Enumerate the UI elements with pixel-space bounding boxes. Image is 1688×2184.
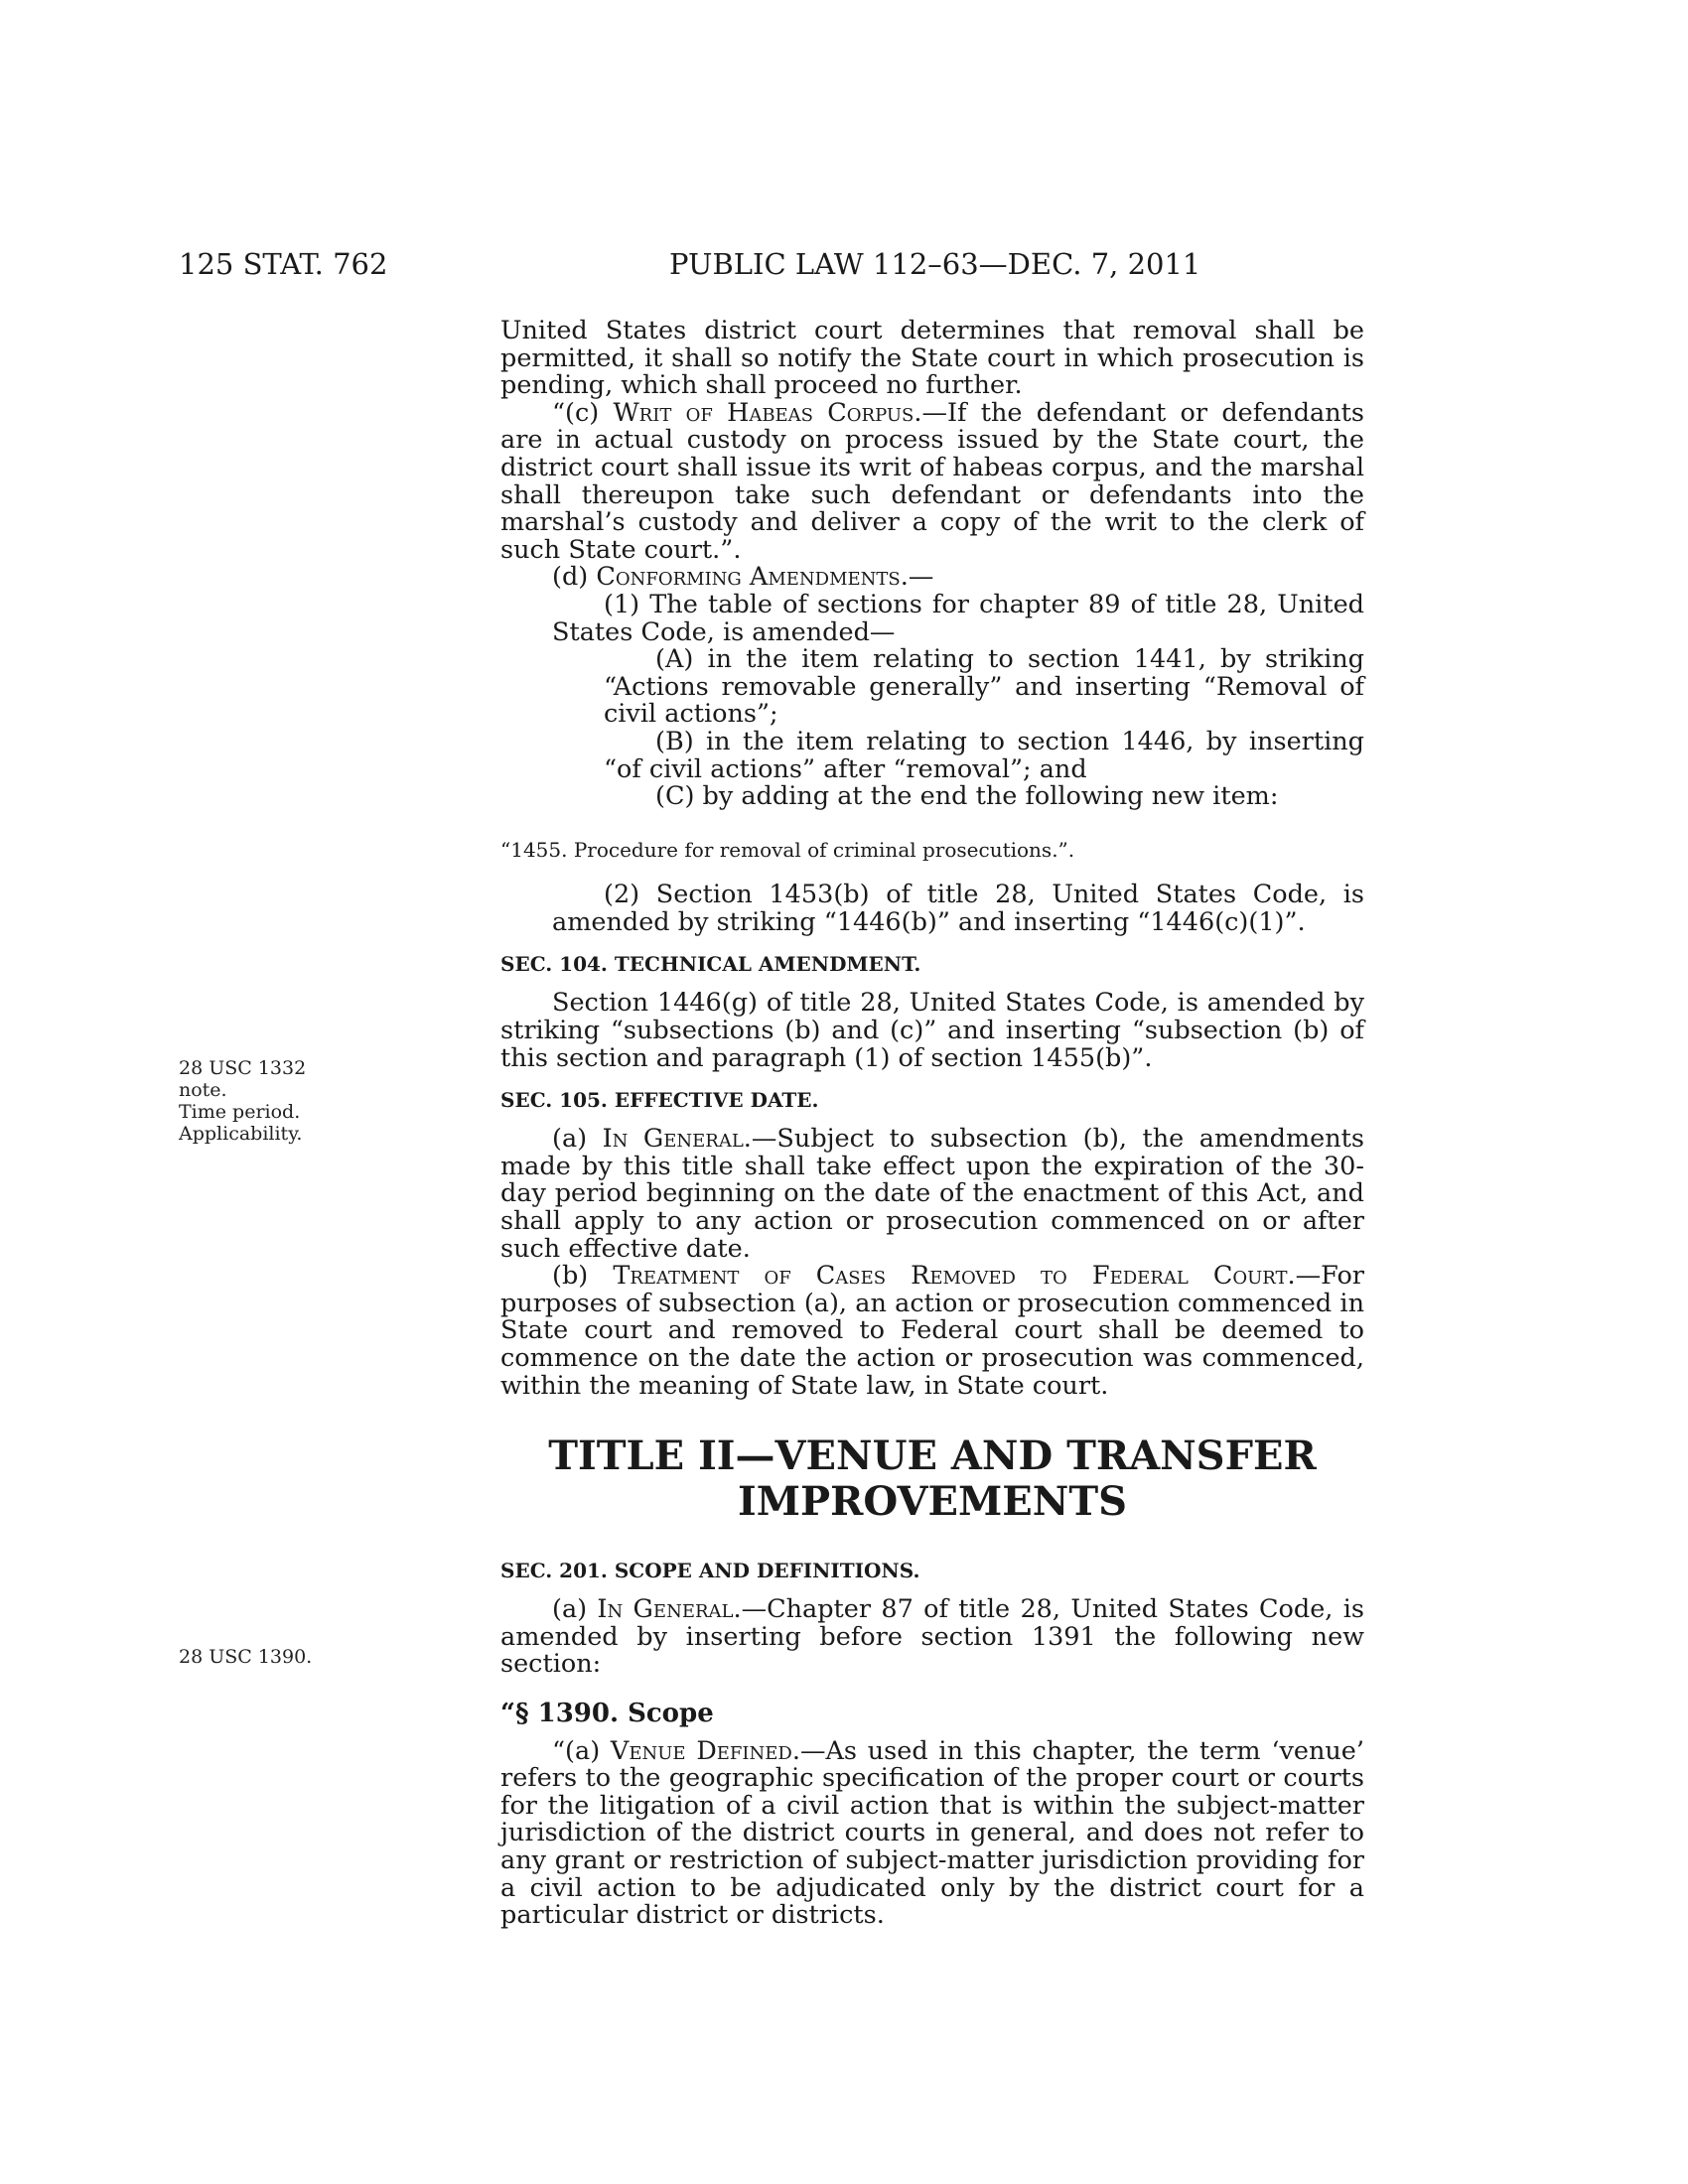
paragraph-heading: Conforming Amendments. <box>596 562 909 593</box>
paragraph-prefix: “(c) <box>552 397 614 428</box>
title-line-2: IMPROVEMENTS <box>738 1478 1127 1526</box>
paragraph-text: —Subject to subsection (b), the amendments made by this title shall take effect upon the expiration of the 30-day period beginning on the date of the enactment of this Act, and shall apply to any action or prosecution commenced on or after such effective date. <box>500 1124 1364 1264</box>
paragraph-heading: In General. <box>597 1594 742 1625</box>
paragraph-conforming-amendments <box>500 564 1364 592</box>
paragraph-item-1: (1) The table of sections for chapter 89 of title 28, United States Code, is amended— <box>552 589 1364 647</box>
paragraph-item-C: (C) by adding at the end the following new item: <box>655 781 1279 812</box>
statute-page-number: 125 STAT. 762 <box>179 247 388 281</box>
paragraph-heading: Treatment of Cases Removed to Federal Court. <box>613 1261 1296 1292</box>
document-body <box>500 318 1364 1930</box>
section-heading-105: SEC. 105. EFFECTIVE DATE. <box>500 1088 819 1113</box>
title-line-1: TITLE II—VENUE AND TRANSFER <box>548 1433 1317 1480</box>
paragraph-technical-amendment: Section 1446(g) of title 28, United States Code, is amended by striking “subsections (b) and (c)” and inserting “subsection (b) of this section and paragraph (1) of section 1455(b)”. <box>500 988 1364 1073</box>
page-header <box>179 244 1370 284</box>
margin-note-scope <box>179 1646 312 1668</box>
paragraph-treatment-of-cases <box>500 1263 1364 1400</box>
margin-note-line: note. <box>179 1079 227 1101</box>
margin-note-line: 28 USC 1390. <box>179 1646 313 1668</box>
paragraph-text: —As used in this chapter, the term ‘venue’ refers to the geographic specification of the proper court or courts for the litigation of a civil action that is within the subject-matter jurisdiction of the district courts in general, and does not refer to any grant or restriction of subject-matter jurisdiction providing for a civil action to be adjudicated only by the district court for a particular district or districts. <box>500 1735 1364 1931</box>
paragraph-prefix: (b) <box>552 1261 614 1292</box>
paragraph-item-B: (B) in the item relating to section 1446, by inserting “of civil actions” after “removal”; and <box>604 726 1364 784</box>
public-law-title: PUBLIC LAW 112–63—DEC. 7, 2011 <box>669 247 1201 281</box>
paragraph-heading: Venue Defined. <box>610 1735 800 1766</box>
margin-note-line: Applicability. <box>179 1123 303 1145</box>
paragraph-text: —For purposes of subsection (a), an action or prosecution commenced in State court and removed to Federal court shall be deemed to commence on the date the action or prosecution was commenced, within the meaning of State law, in State court. <box>500 1261 1364 1401</box>
table-of-sections-entry: “1455. Procedure for removal of criminal prosecutions.”. <box>500 837 1075 862</box>
paragraph-heading: In General. <box>602 1124 752 1155</box>
paragraph-continuation: United States district court determines that removal shall be permitted, it shall so notify the State court in which prosecution is pending, which shall proceed no further. <box>500 316 1364 401</box>
paragraph-item-2: (2) Section 1453(b) of title 28, United States Code, is amended by striking “1446(b)” and inserting “1446(c)(1)”. <box>552 880 1364 937</box>
section-heading-201: SEC. 201. SCOPE AND DEFINITIONS. <box>500 1559 920 1583</box>
title-heading <box>500 1433 1364 1525</box>
section-1390-heading: “§ 1390. Scope <box>500 1698 714 1728</box>
paragraph-heading: Writ of Habeas Corpus. <box>613 397 922 428</box>
paragraph-writ-habeas-corpus <box>500 397 1364 565</box>
paragraph-prefix: (d) <box>552 562 597 593</box>
paragraph-item-A: (A) in the item relating to section 1441, by striking “Actions removable generally” and inserting “Removal of civil actions”; <box>604 644 1364 730</box>
margin-note-line: Time period. <box>179 1101 301 1123</box>
paragraph-chapter-87 <box>500 1596 1364 1679</box>
paragraph-venue-defined <box>500 1735 1364 1931</box>
margin-note-line: 28 USC 1332 <box>179 1057 307 1079</box>
paragraph-text: —Chapter 87 of title 28, United States Code, is amended by inserting before section 1391 the following new section: <box>500 1594 1364 1680</box>
paragraph-prefix: “(a) <box>552 1735 611 1766</box>
paragraph-prefix: (a) <box>552 1594 598 1625</box>
margin-note-effective-date <box>179 1057 306 1145</box>
paragraph-prefix: (a) <box>552 1124 603 1155</box>
paragraph-text: — <box>908 562 934 593</box>
paragraph-in-general <box>500 1126 1364 1263</box>
paragraph-text: —If the defendant or defendants are in actual custody on process issued by the State court, the district court shall issue its writ of habeas corpus, and the marshal shall thereupon take such defendant or defendants into the marshal’s custody and deliver a copy of the writ to the clerk of such State court.”. <box>500 397 1364 565</box>
section-heading-104: SEC. 104. TECHNICAL AMENDMENT. <box>500 952 921 977</box>
